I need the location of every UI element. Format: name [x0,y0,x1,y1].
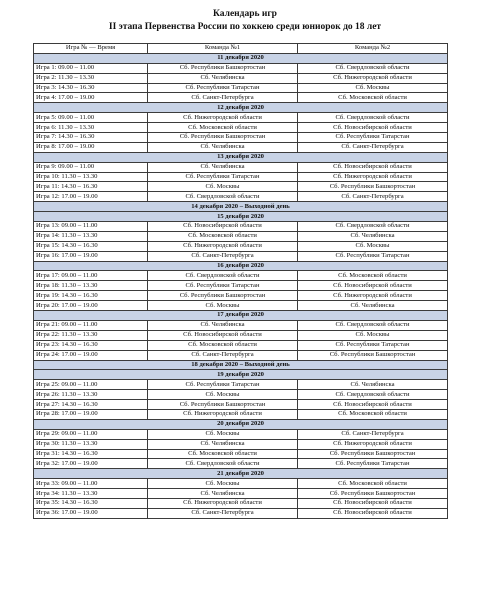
column-header-team1: Команда №1 [148,44,298,54]
game-time-cell: Игра 13: 09.00 – 11.00 [34,222,148,232]
team2-cell: Сб. Новосибирской области [298,281,448,291]
table-row [34,498,448,508]
table-row [34,83,448,93]
game-time-cell: Игра 25: 09.00 – 11.00 [34,380,148,390]
date-label: 12 декабря 2020 [34,103,448,113]
team1-cell: Сб. Санкт-Петербурга [148,251,298,261]
date-row [34,419,448,429]
game-time-cell: Игра 26: 11.30 – 13.30 [34,390,148,400]
table-row [34,222,448,232]
team1-cell: Сб. Республики Башкортостан [148,133,298,143]
header-row [34,44,448,54]
team2-cell: Сб. Московской области [298,409,448,419]
team2-cell: Сб. Свердловской области [298,320,448,330]
table-row [34,172,448,182]
game-time-cell: Игра 20: 17.00 – 19.00 [34,301,148,311]
date-row [34,212,448,222]
table-row [34,162,448,172]
game-time-cell: Игра 29: 09.00 – 11.00 [34,429,148,439]
table-row [34,241,448,251]
game-time-cell: Игра 6: 11.30 – 13.30 [34,123,148,133]
date-row [34,152,448,162]
team2-cell: Сб. Новосибирской области [298,498,448,508]
page-title: Календарь игр [213,9,277,19]
table-row [34,93,448,103]
rest-day-row [34,202,448,212]
team1-cell: Сб. Санкт-Петербурга [148,508,298,518]
team2-cell: Сб. Новосибирской области [298,162,448,172]
team2-cell: Сб. Московской области [298,271,448,281]
team2-cell: Сб. Челябинска [298,380,448,390]
page-subtitle: II этапа Первенства России по хоккею среди юниорок до 18 лет [108,22,382,32]
game-time-cell: Игра 33: 09.00 – 11.00 [34,479,148,489]
team2-cell: Сб. Республики Башкортостан [298,489,448,499]
team1-cell: Сб. Нижегородской области [148,409,298,419]
team2-cell: Сб. Нижегородской области [298,291,448,301]
rest-day-label: 14 декабря 2020 – Выходной день [34,202,448,212]
team1-cell: Сб. Санкт-Петербурга [148,93,298,103]
table-row [34,63,448,73]
game-time-cell: Игра 3: 14.30 – 16.30 [34,83,148,93]
game-time-cell: Игра 1: 09.00 – 11.00 [34,63,148,73]
team1-cell: Сб. Москвы [148,479,298,489]
table-row [34,113,448,123]
team1-cell: Сб. Челябинска [148,439,298,449]
date-label: 19 декабря 2020 [34,370,448,380]
team1-cell: Сб. Челябинска [148,320,298,330]
game-time-cell: Игра 31: 14.30 – 16.30 [34,449,148,459]
game-time-cell: Игра 27: 14.30 – 16.30 [34,400,148,410]
table-row [34,320,448,330]
table-row [34,449,448,459]
table-row [34,123,448,133]
table-row [34,142,448,152]
team1-cell: Сб. Свердловской области [148,271,298,281]
table-row [34,350,448,360]
table-row [34,291,448,301]
table-row [34,271,448,281]
game-time-cell: Игра 7: 14.30 – 16.30 [34,133,148,143]
date-row [34,370,448,380]
game-time-cell: Игра 36: 17.00 – 19.00 [34,508,148,518]
table-row [34,330,448,340]
team2-cell: Сб. Москвы [298,330,448,340]
table-row [34,479,448,489]
date-label: 17 декабря 2020 [34,311,448,321]
team2-cell: Сб. Санкт-Петербурга [298,142,448,152]
team2-cell: Сб. Республики Башкортостан [298,182,448,192]
date-label: 21 декабря 2020 [34,469,448,479]
game-time-cell: Игра 8: 17.00 – 19.00 [34,142,148,152]
team2-cell: Сб. Нижегородской области [298,439,448,449]
table-row [34,409,448,419]
game-time-cell: Игра 23: 14.30 – 16.30 [34,340,148,350]
team1-cell: Сб. Челябинска [148,162,298,172]
table-row [34,489,448,499]
team1-cell: Сб. Москвы [148,182,298,192]
date-label: 15 декабря 2020 [34,212,448,222]
team1-cell: Сб. Челябинска [148,73,298,83]
game-time-cell: Игра 5: 09.00 – 11.00 [34,113,148,123]
team2-cell: Сб. Москвы [298,241,448,251]
date-label: 11 декабря 2020 [34,53,448,63]
team1-cell: Сб. Московской области [148,123,298,133]
team2-cell: Сб. Республики Башкортостан [298,449,448,459]
table-row [34,251,448,261]
team2-cell: Сб. Новосибирской области [298,508,448,518]
team2-cell: Сб. Свердловской области [298,113,448,123]
schedule-table [33,43,448,519]
game-time-cell: Игра 28: 17.00 – 19.00 [34,409,148,419]
table-row [34,301,448,311]
team2-cell: Сб. Новосибирской области [298,400,448,410]
team2-cell: Сб. Челябинска [298,301,448,311]
team1-cell: Сб. Москвы [148,390,298,400]
date-label: 20 декабря 2020 [34,419,448,429]
game-time-cell: Игра 35: 14.30 – 16.30 [34,498,148,508]
date-row [34,311,448,321]
game-time-cell: Игра 4: 17.00 – 19.00 [34,93,148,103]
game-time-cell: Игра 12: 17.00 – 19.00 [34,192,148,202]
team2-cell: Сб. Республики Башкортостан [298,350,448,360]
team1-cell: Сб. Московской области [148,340,298,350]
team1-cell: Сб. Челябинска [148,142,298,152]
team2-cell: Сб. Новосибирской области [298,123,448,133]
table-row [34,459,448,469]
team1-cell: Сб. Нижегородской области [148,113,298,123]
game-time-cell: Игра 18: 11.30 – 13.30 [34,281,148,291]
date-row [34,103,448,113]
date-row [34,53,448,63]
game-time-cell: Игра 15: 14.30 – 16.30 [34,241,148,251]
game-time-cell: Игра 19: 14.30 – 16.30 [34,291,148,301]
team2-cell: Сб. Челябинска [298,231,448,241]
table-row [34,192,448,202]
team2-cell: Сб. Свердловской области [298,63,448,73]
table-row [34,400,448,410]
team1-cell: Сб. Республики Башкортостан [148,63,298,73]
team2-cell: Сб. Санкт-Петербурга [298,429,448,439]
team1-cell: Сб. Москвы [148,301,298,311]
team1-cell: Сб. Республики Татарстан [148,380,298,390]
team2-cell: Сб. Республики Татарстан [298,459,448,469]
team2-cell: Сб. Санкт-Петербурга [298,192,448,202]
date-label: 13 декабря 2020 [34,152,448,162]
table-row [34,73,448,83]
team2-cell: Сб. Свердловской области [298,222,448,232]
team1-cell: Сб. Республики Татарстан [148,281,298,291]
table-row [34,281,448,291]
team2-cell: Сб. Свердловской области [298,390,448,400]
team2-cell: Сб. Республики Татарстан [298,251,448,261]
table-row [34,231,448,241]
date-label: 16 декабря 2020 [34,261,448,271]
table-row [34,390,448,400]
game-time-cell: Игра 9: 09.00 – 11.00 [34,162,148,172]
game-time-cell: Игра 10: 11.30 – 13.30 [34,172,148,182]
date-row [34,261,448,271]
team2-cell: Сб. Республики Татарстан [298,133,448,143]
team1-cell: Сб. Москвы [148,429,298,439]
column-header-team2: Команда №2 [298,44,448,54]
team1-cell: Сб. Новосибирской области [148,330,298,340]
team2-cell: Сб. Нижегородской области [298,73,448,83]
game-time-cell: Игра 22: 11.30 – 13.30 [34,330,148,340]
team1-cell: Сб. Московской области [148,231,298,241]
team2-cell: Сб. Москвы [298,83,448,93]
team1-cell: Сб. Нижегородской области [148,498,298,508]
table-row [34,429,448,439]
game-time-cell: Игра 34: 11.30 – 13.30 [34,489,148,499]
team2-cell: Сб. Республики Татарстан [298,340,448,350]
team1-cell: Сб. Свердловской области [148,459,298,469]
game-time-cell: Игра 24: 17.00 – 19.00 [34,350,148,360]
date-row [34,469,448,479]
rest-day-label: 18 декабря 2020 – Выходной день [34,360,448,370]
table-row [34,508,448,518]
table-row [34,380,448,390]
team1-cell: Сб. Санкт-Петербурга [148,350,298,360]
schedule-body [34,53,448,518]
rest-day-row [34,360,448,370]
game-time-cell: Игра 2: 11.30 – 13.30 [34,73,148,83]
game-time-cell: Игра 32: 17.00 – 19.00 [34,459,148,469]
team1-cell: Сб. Свердловской области [148,192,298,202]
game-time-cell: Игра 16: 17.00 – 19.00 [34,251,148,261]
team1-cell: Сб. Нижегородской области [148,241,298,251]
team2-cell: Сб. Нижегородской области [298,172,448,182]
column-header-game: Игра № — Время [34,44,148,54]
table-row [34,439,448,449]
game-time-cell: Игра 11: 14.30 – 16.30 [34,182,148,192]
game-time-cell: Игра 17: 09.00 – 11.00 [34,271,148,281]
team1-cell: Сб. Челябинска [148,489,298,499]
game-time-cell: Игра 30: 11.30 – 13.30 [34,439,148,449]
team2-cell: Сб. Московской области [298,93,448,103]
team1-cell: Сб. Новосибирской области [148,222,298,232]
team2-cell: Сб. Московской области [298,479,448,489]
team1-cell: Сб. Московской области [148,449,298,459]
game-time-cell: Игра 21: 09.00 – 11.00 [34,320,148,330]
team1-cell: Сб. Республики Башкортостан [148,400,298,410]
team1-cell: Сб. Республики Татарстан [148,83,298,93]
game-time-cell: Игра 14: 11.30 – 13.30 [34,231,148,241]
table-row [34,340,448,350]
table-row [34,182,448,192]
team1-cell: Сб. Республики Татарстан [148,172,298,182]
table-row [34,133,448,143]
team1-cell: Сб. Республики Башкортостан [148,291,298,301]
